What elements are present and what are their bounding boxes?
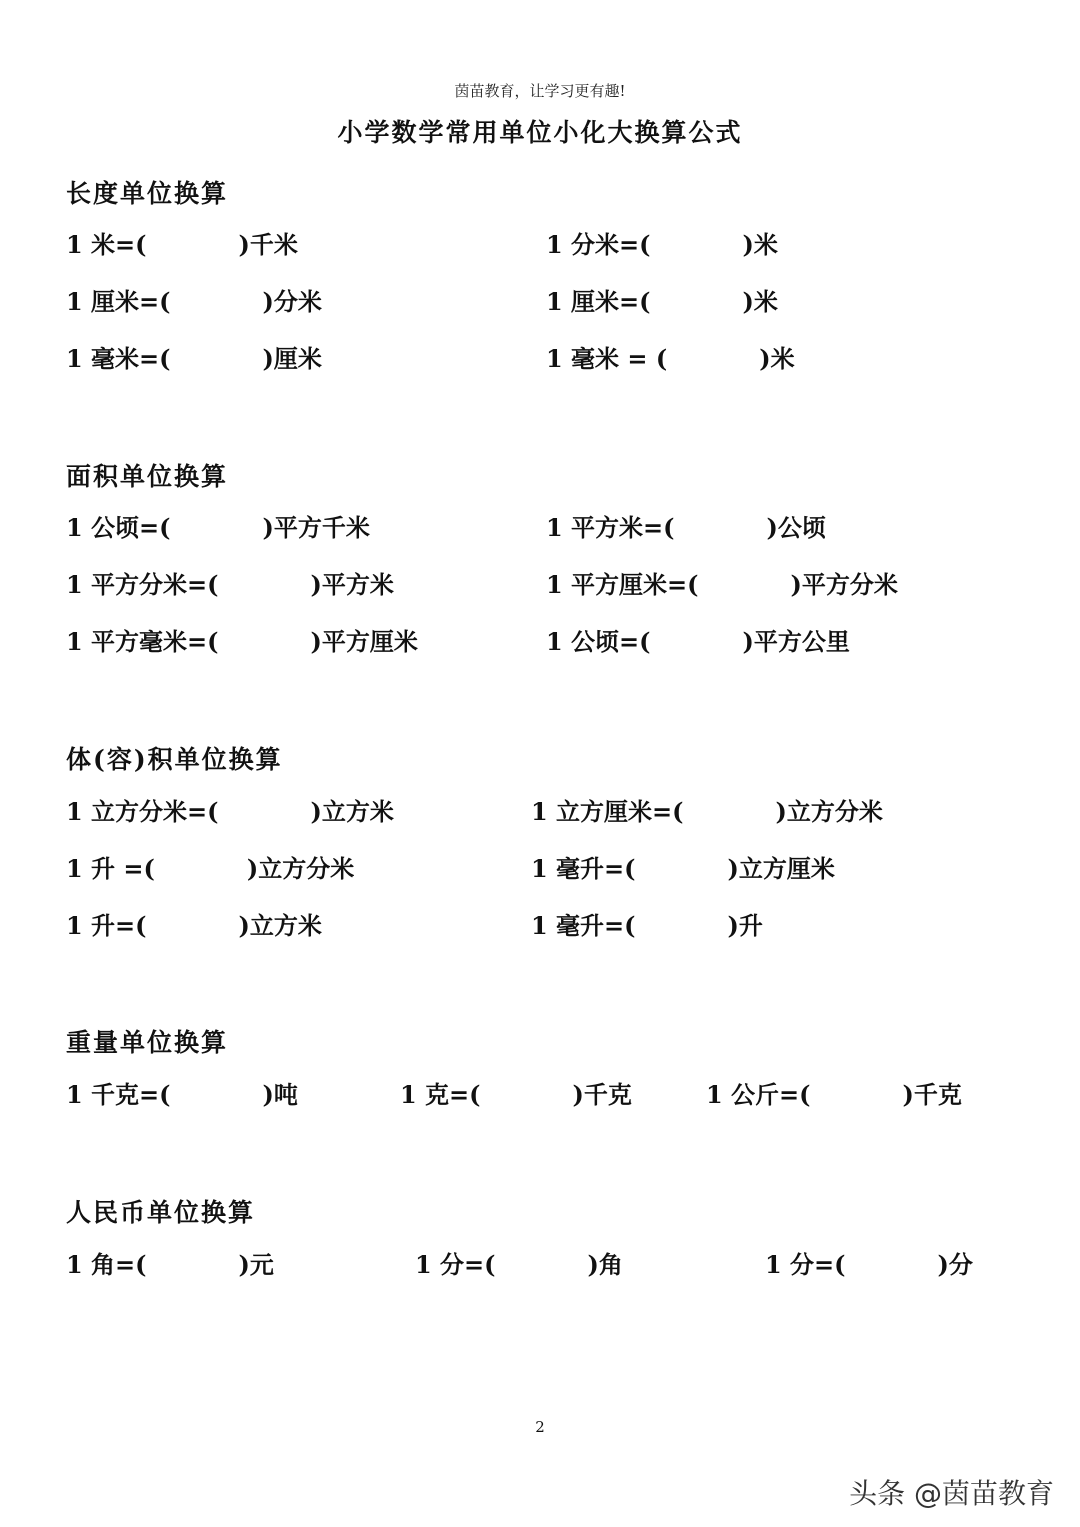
item-prefix: 1 立方分米=( — [66, 797, 219, 826]
item-prefix: 1 平方毫米=( — [66, 627, 219, 656]
item-suffix: )分米 — [262, 287, 322, 316]
conversion-item — [531, 797, 883, 827]
conversion-item — [546, 627, 850, 657]
section-title-rmb: 人民币单位换算 — [66, 1198, 256, 1227]
item-suffix: )升 — [727, 911, 763, 940]
item-prefix: 1 厘米=( — [66, 287, 171, 316]
conversion-item — [531, 854, 835, 884]
item-prefix: 1 分米=( — [546, 230, 651, 259]
conversion-item — [66, 570, 394, 600]
item-prefix: 1 公顷=( — [546, 627, 651, 656]
section-title-area: 面积单位换算 — [66, 462, 229, 491]
section-title-volume: 体(容)积单位换算 — [66, 745, 283, 774]
watermark: 头条 @茵苗教育 — [849, 1477, 1054, 1510]
conversion-item — [66, 344, 322, 374]
conversion-item — [546, 570, 898, 600]
item-prefix: 1 升=( — [66, 911, 147, 940]
conversion-item — [415, 1250, 623, 1280]
conversion-item — [66, 230, 298, 260]
item-suffix: )千克 — [902, 1080, 962, 1109]
item-suffix: )米 — [742, 287, 778, 316]
conversion-item — [66, 1250, 274, 1280]
conversion-item — [66, 854, 354, 884]
item-suffix: )立方米 — [310, 797, 394, 826]
item-suffix: )千米 — [238, 230, 298, 259]
item-prefix: 1 平方米=( — [546, 513, 675, 542]
item-suffix: )米 — [759, 344, 795, 373]
item-suffix: )千克 — [572, 1080, 632, 1109]
item-prefix: 1 公顷=( — [66, 513, 171, 542]
item-suffix: )厘米 — [262, 344, 322, 373]
item-suffix: )平方厘米 — [310, 627, 418, 656]
item-prefix: 1 公斤=( — [706, 1080, 811, 1109]
item-suffix: )平方公里 — [742, 627, 850, 656]
item-suffix: )分 — [937, 1250, 973, 1279]
item-suffix: )平方米 — [310, 570, 394, 599]
conversion-item — [66, 911, 322, 941]
item-prefix: 1 升 =( — [66, 854, 155, 883]
item-suffix: )平方千米 — [262, 513, 370, 542]
item-prefix: 1 分=( — [765, 1250, 846, 1279]
conversion-item — [400, 1080, 632, 1110]
conversion-item — [66, 287, 322, 317]
conversion-item — [546, 344, 795, 374]
item-prefix: 1 毫升=( — [531, 911, 636, 940]
item-suffix: )角 — [587, 1250, 623, 1279]
conversion-item — [546, 513, 826, 543]
conversion-item — [66, 513, 370, 543]
page-number: 2 — [535, 1418, 545, 1436]
conversion-item — [706, 1080, 962, 1110]
header-note: 茵苗教育，让学习更有趣! — [454, 82, 626, 100]
item-prefix: 1 克=( — [400, 1080, 481, 1109]
item-prefix: 1 立方厘米=( — [531, 797, 684, 826]
item-prefix: 1 平方厘米=( — [546, 570, 699, 599]
item-prefix: 1 角=( — [66, 1250, 147, 1279]
item-prefix: 1 千克=( — [66, 1080, 171, 1109]
section-title-length: 长度单位换算 — [66, 179, 229, 208]
conversion-item — [66, 1080, 298, 1110]
item-suffix: )公顷 — [766, 513, 826, 542]
item-prefix: 1 厘米=( — [546, 287, 651, 316]
item-prefix: 1 平方分米=( — [66, 570, 219, 599]
item-suffix: )吨 — [262, 1080, 298, 1109]
section-title-weight: 重量单位换算 — [66, 1028, 229, 1057]
conversion-item — [546, 230, 778, 260]
item-suffix: )元 — [238, 1250, 274, 1279]
conversion-item — [546, 287, 778, 317]
conversion-item — [765, 1250, 973, 1280]
item-prefix: 1 毫米=( — [66, 344, 171, 373]
item-suffix: )米 — [742, 230, 778, 259]
item-suffix: )平方分米 — [790, 570, 898, 599]
conversion-item — [66, 797, 394, 827]
item-prefix: 1 米=( — [66, 230, 147, 259]
item-suffix: )立方厘米 — [727, 854, 835, 883]
item-prefix: 1 分=( — [415, 1250, 496, 1279]
conversion-item — [66, 627, 418, 657]
document-title: 小学数学常用单位小化大换算公式 — [337, 118, 743, 147]
item-suffix: )立方分米 — [246, 854, 355, 883]
item-prefix: 1 毫升=( — [531, 854, 636, 883]
conversion-item — [531, 911, 763, 941]
item-suffix: )立方米 — [238, 911, 322, 940]
item-suffix: )立方分米 — [775, 797, 883, 826]
item-prefix: 1 毫米 = ( — [546, 344, 668, 373]
